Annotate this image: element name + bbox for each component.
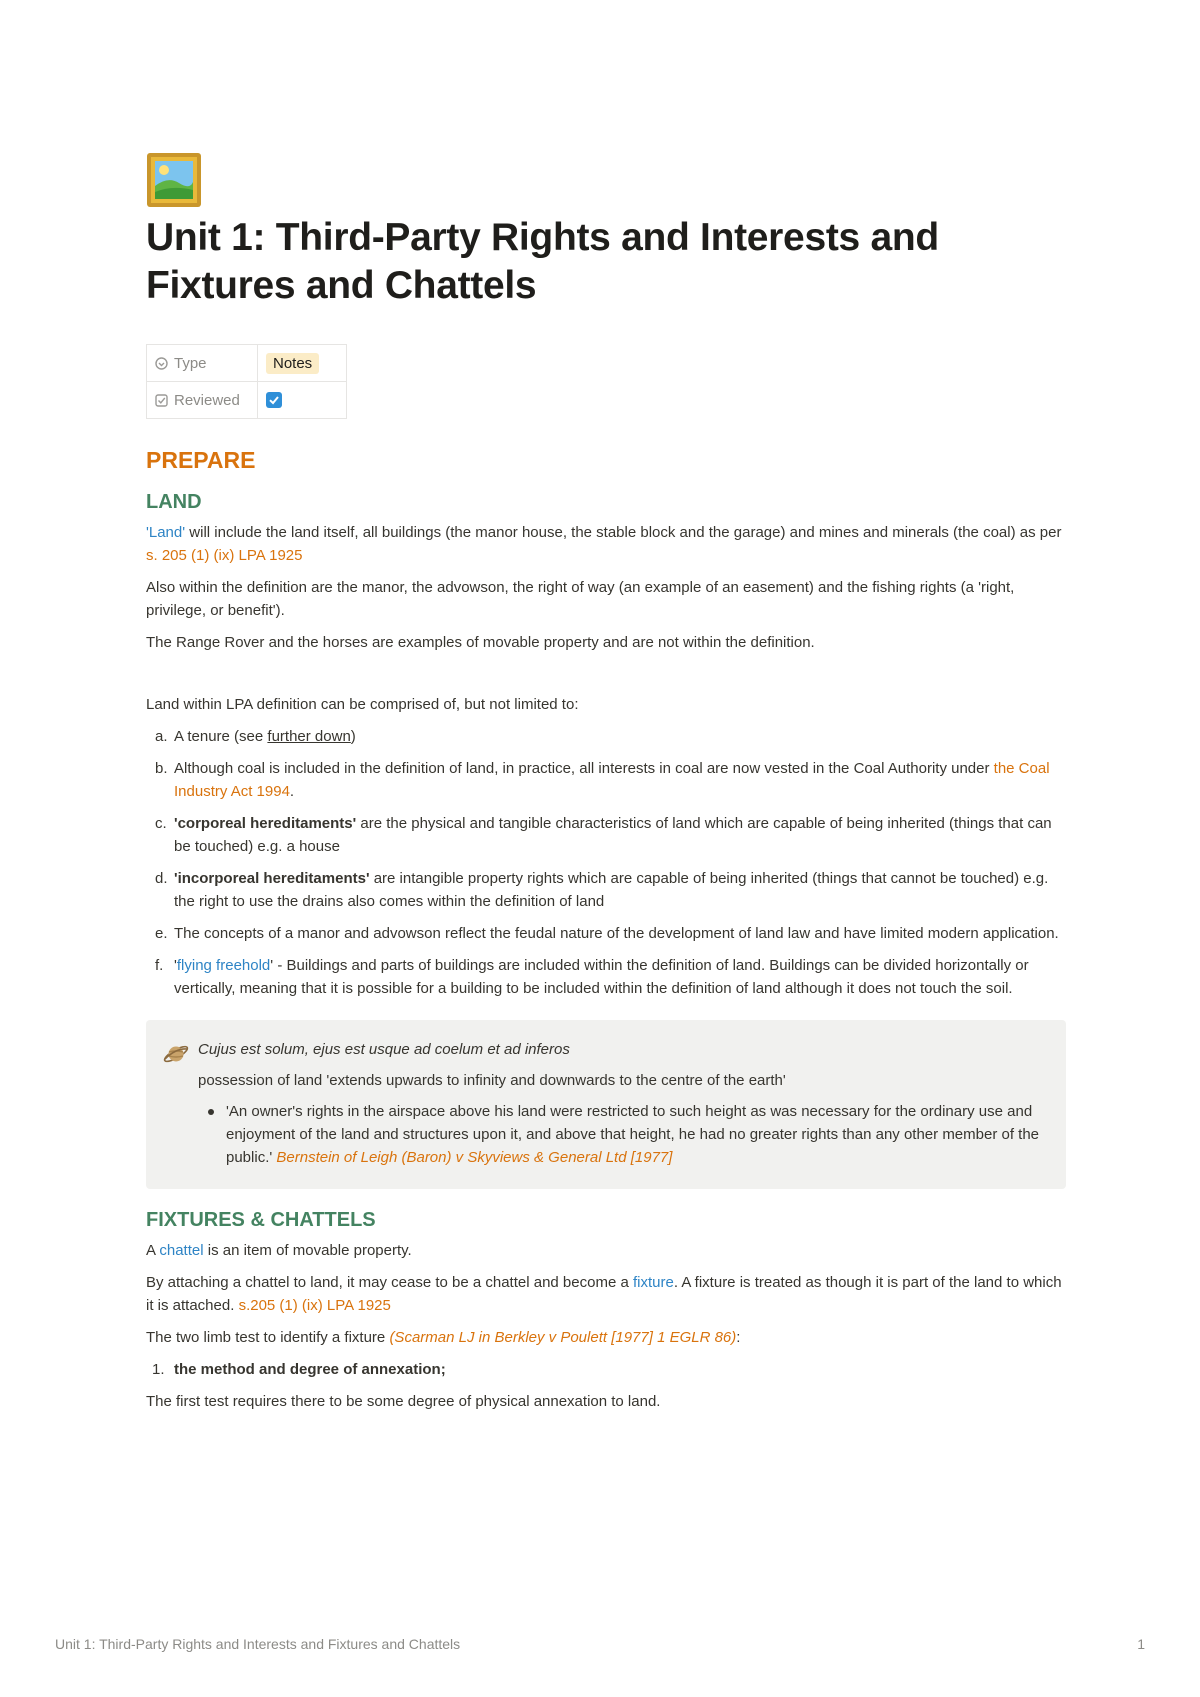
list-marker: c.: [155, 815, 167, 832]
text: :: [736, 1329, 741, 1346]
list-item-text: are intangible property rights which are capable of being inherited (things that cannot be touched) e.g. the right to use the drains also comes within the definition of land: [174, 870, 1049, 910]
land-paragraph-4: Land within LPA definition can be comprised of, but not limited to:: [146, 696, 579, 713]
list-item-text: ': [174, 957, 177, 974]
case-ref-berkley: (Scarman LJ in Berkley v Poulett [1977] 1 EGLR 86): [389, 1329, 737, 1346]
page-footer: [55, 1636, 1145, 1652]
list-item-text: A tenure (see: [174, 728, 268, 745]
land-components-list: [146, 725, 1066, 1000]
fixtures-paragraph-1: [146, 1239, 1066, 1262]
property-value-type[interactable]: [258, 345, 347, 382]
bullet-item: [198, 1100, 1046, 1169]
page-content: [146, 152, 1066, 1422]
reviewed-checkbox[interactable]: [266, 392, 282, 408]
fixture-link[interactable]: fixture: [632, 1274, 674, 1291]
maxim-translation: possession of land 'extends upwards to infinity and downwards to the centre of the earth': [198, 1072, 786, 1089]
list-item-text: are the physical and tangible characteristics of land which are capable of being inherited (things that can be touched) e.g. a house: [174, 815, 1052, 855]
list-item-b: [146, 757, 1066, 803]
list-item-text: The concepts of a manor and advowson reflect the feudal nature of the development of land law and have limited modern application.: [174, 925, 1059, 942]
text: The two limb test to identify a fixture: [146, 1329, 390, 1346]
page-number: 1: [1137, 1636, 1145, 1652]
text: A: [146, 1242, 160, 1259]
checkbox-property-icon: [155, 394, 168, 407]
flying-freehold-link[interactable]: flying freehold: [176, 957, 271, 974]
two-limb-test-list: [146, 1358, 1066, 1381]
heading-land: LAND: [146, 491, 202, 513]
land-paragraph-3: The Range Rover and the horses are examples of movable property and are not within the definition.: [146, 634, 815, 651]
property-label-reviewed: Reviewed: [174, 391, 240, 409]
case-ref-bernstein: Bernstein of Leigh (Baron) v Skyviews & General Ltd [1977]: [276, 1149, 673, 1166]
heading-prepare: PREPARE: [146, 447, 256, 473]
list-item-text: ): [350, 728, 356, 745]
list-marker: b.: [155, 760, 168, 777]
list-item-text: .: [289, 783, 295, 800]
page-title: Unit 1: Third-Party Rights and Interests and Fixtures and Chattels: [146, 216, 939, 307]
framed-picture-icon: [146, 152, 202, 208]
list-marker: e.: [155, 925, 168, 942]
heading-fixtures-chattels: FIXTURES & CHATTELS: [146, 1209, 376, 1231]
statute-ref-lpa-2: s.205 (1) (ix) LPA 1925: [238, 1297, 391, 1314]
land-paragraph-1: [146, 521, 1066, 567]
list-item-text: Although coal is included in the definition of land, in practice, all interests in coal are now vested in the Coal Authority under: [174, 760, 994, 777]
fixtures-paragraph-3: [146, 1326, 1066, 1349]
list-marker: f.: [155, 957, 164, 974]
list-marker: d.: [155, 870, 168, 887]
term-corporeal: 'corporeal hereditaments': [174, 815, 357, 832]
land-p1-text: will include the land itself, all buildings (the manor house, the stable block and the garage) and mines and minerals (the coal) as per: [185, 524, 1062, 541]
list-item-text: the method and degree of annexation;: [174, 1361, 446, 1378]
chattel-link[interactable]: chattel: [159, 1242, 204, 1259]
land-paragraph-2: Also within the definition are the manor, the advowson, the right of way (an example of an easement) and the fishing rights (a 'right, privilege, or benefit').: [146, 579, 1015, 619]
term-incorporeal: 'incorporeal hereditaments': [174, 870, 370, 887]
properties-table: [146, 344, 347, 419]
text: By attaching a chattel to land, it may cease to be a chattel and become a: [146, 1274, 633, 1291]
footer-title: Unit 1: Third-Party Rights and Interests and Fixtures and Chattels: [55, 1636, 461, 1652]
property-row-reviewed: [147, 382, 347, 419]
property-label-type: Type: [174, 354, 207, 372]
property-row-type: [147, 345, 347, 382]
select-property-icon: [155, 357, 168, 370]
callout-bullets: [198, 1100, 1046, 1169]
fixtures-paragraph-2: [146, 1271, 1066, 1317]
further-down-link[interactable]: further down: [267, 728, 351, 745]
list-item-d: [146, 867, 1066, 913]
property-value-reviewed[interactable]: [258, 382, 347, 419]
numbered-item-1: [146, 1358, 1066, 1381]
type-tag[interactable]: Notes: [266, 353, 319, 374]
list-marker: a.: [155, 728, 168, 745]
bullet-dot: [208, 1109, 214, 1115]
latin-maxim: Cujus est solum, ejus est usque ad coelum et ad inferos: [198, 1041, 570, 1058]
property-name-reviewed: [147, 382, 258, 419]
list-item-e: [146, 922, 1066, 945]
list-item-text: ' -: [270, 957, 287, 974]
text: is an item of movable property.: [203, 1242, 412, 1259]
list-item-a: [146, 725, 1066, 748]
bullet-text: 'An owner's rights in the airspace above his land were restricted to such height as was necessary for the ordinary use and enjoyment of the land and structures upon it, and above that height, he had no greater rights than any other member of the public.': [226, 1103, 1040, 1166]
list-marker: 1.: [152, 1361, 165, 1378]
callout-box: [146, 1020, 1066, 1189]
planet-icon: [162, 1038, 198, 1169]
list-item-text: Buildings and parts of buildings are included within the definition of land. Buildings can be divided horizontally or vertically, meaning that it is possible for a building to be included within the definition of land although it does not touch the soil.: [174, 957, 1029, 997]
property-name-type: [147, 345, 258, 382]
callout-body: [198, 1038, 1046, 1169]
fixtures-paragraph-4: The first test requires there to be some degree of physical annexation to land.: [146, 1393, 661, 1410]
list-item-c: [146, 812, 1066, 858]
statute-ref-lpa: s. 205 (1) (ix) LPA 1925: [146, 547, 303, 564]
list-item-f: [146, 954, 1066, 1000]
land-term-link[interactable]: 'Land': [146, 524, 186, 541]
statute-ref-coal-act: the Coal Industry Act 1994: [174, 760, 1050, 800]
text: . A fixture is treated as though it is part of the land to which it is attached.: [146, 1274, 1062, 1314]
